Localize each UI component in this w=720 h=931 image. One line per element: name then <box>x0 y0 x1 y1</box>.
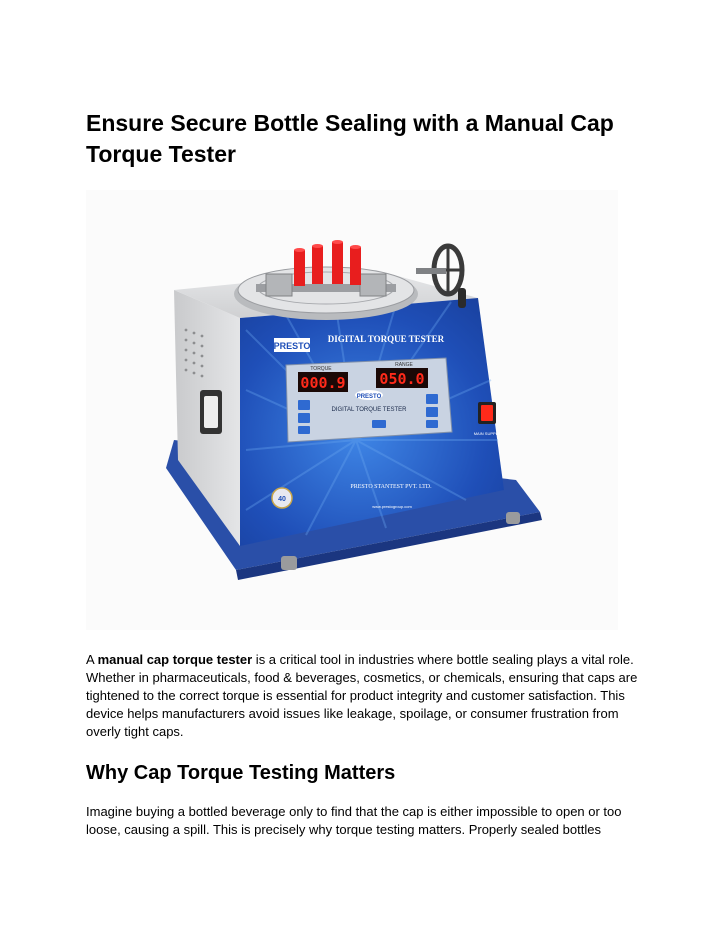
intro-prefix: A <box>86 652 98 667</box>
page-title: Ensure Secure Bottle Sealing with a Manual Cap Torque Tester <box>86 110 614 167</box>
intro-paragraph <box>86 651 646 741</box>
panel-button <box>426 407 438 417</box>
panel-title-text: DIGITAL TORQUE TESTER <box>327 334 445 344</box>
company-website: www.prestogroup.com <box>372 504 412 509</box>
company-name: PRESTO STANTEST PVT. LTD. <box>350 484 432 490</box>
torque-value: 000.9 <box>300 374 346 392</box>
range-value: 050.0 <box>379 370 425 388</box>
intro-bold-term: manual cap torque tester <box>97 652 253 667</box>
section-body-paragraph: Imagine buying a bottled beverage only to find that the cap is either impossible to open or too loose, causing a spill. This is precisely why torque testing matters. Properly sealed bottles <box>86 804 622 837</box>
section-heading: Why Cap Torque Testing Matters <box>86 762 396 784</box>
main-supply-label: MAIN SUPPLY <box>473 431 501 436</box>
panel-button <box>298 400 310 410</box>
panel-button <box>372 420 386 428</box>
badge-text: 40 <box>278 496 286 503</box>
intro-rest: is a critical tool in industries where bottle sealing plays a vital role. Whether in pharmaceuticals, food & beverages, cosmetics, or chemicals, ensuring that caps are tightened to the correct torque is essential for product integrity and customer satisfaction. This device helps manufacturers avoid issues like leakage, spoilage, or consumer frustration from overly tight caps. <box>86 652 638 739</box>
panel-button <box>298 426 310 434</box>
panel-button <box>298 413 310 423</box>
panel-button <box>426 394 438 404</box>
logo-title-text: DIGITAL TORQUE TESTER <box>331 407 407 413</box>
torque-tester-illustration <box>86 190 618 630</box>
logo-brand-text: PRESTO <box>356 394 382 400</box>
range-label: RANGE <box>395 362 413 368</box>
torque-label: TORQUE <box>310 366 332 372</box>
panel-button <box>426 420 438 428</box>
product-image-torque-tester <box>86 190 618 630</box>
brand-text: PRESTO <box>273 341 311 351</box>
